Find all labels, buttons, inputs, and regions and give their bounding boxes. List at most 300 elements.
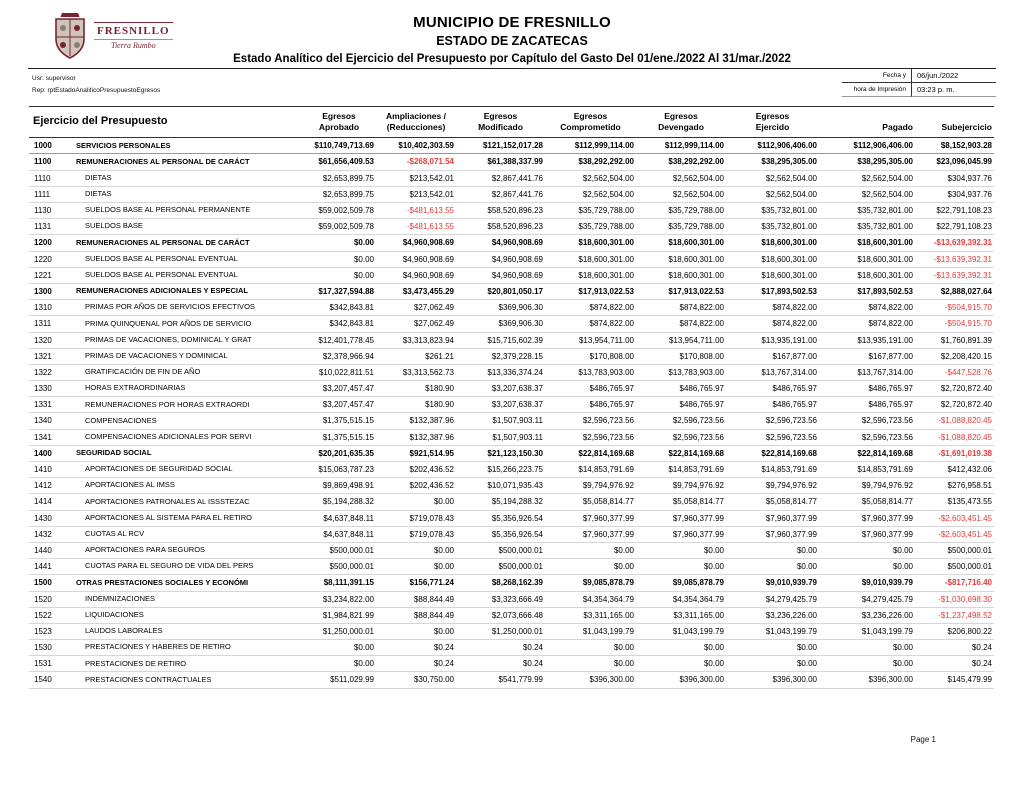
row-value: $35,732,801.00 (726, 219, 819, 235)
row-value: $0.00 (726, 656, 819, 672)
row-value: $2,562,504.00 (819, 170, 915, 186)
row-value: $13,954,711.00 (545, 332, 636, 348)
row-name: SERVICIOS PERSONALES (74, 138, 302, 154)
row-value: $8,268,162.39 (456, 575, 545, 591)
row-code: 1523 (29, 623, 74, 639)
row-value: $4,960,908.69 (376, 251, 456, 267)
row-value: $0.00 (545, 640, 636, 656)
row-value: $2,562,504.00 (545, 186, 636, 202)
row-value: $9,794,976.92 (636, 478, 726, 494)
row-value: $18,600,301.00 (726, 267, 819, 283)
row-value: $27,062.49 (376, 300, 456, 316)
row-value: $369,906.30 (456, 300, 545, 316)
row-value: $14,853,791.69 (819, 462, 915, 478)
row-value: $500,000.01 (915, 542, 994, 558)
row-value: $1,043,199.79 (636, 623, 726, 639)
table-row (29, 203, 994, 219)
row-code: 1131 (29, 219, 74, 235)
row-value: $18,600,301.00 (819, 235, 915, 251)
row-name: PRIMA QUINQUENAL POR AÑOS DE SERVICIO (74, 316, 302, 332)
row-value: $9,869,498.91 (302, 478, 376, 494)
row-value: $14,853,791.69 (726, 462, 819, 478)
row-value: $541,779.99 (456, 672, 545, 688)
row-value: $874,822.00 (819, 300, 915, 316)
row-value: $7,960,377.99 (819, 526, 915, 542)
row-name: APORTACIONES PARA SEGUROS (74, 542, 302, 558)
row-value: $3,207,638.37 (456, 381, 545, 397)
row-value: $10,022,811.51 (302, 364, 376, 380)
row-value: $486,765.97 (726, 397, 819, 413)
row-value: $500,000.01 (302, 559, 376, 575)
row-value: $35,732,801.00 (726, 203, 819, 219)
table-row (29, 397, 994, 413)
row-name: LIQUIDACIONES (74, 607, 302, 623)
row-value: $0.24 (376, 640, 456, 656)
row-value: $4,637,848.11 (302, 510, 376, 526)
run-meta (32, 73, 160, 98)
report-title: Estado Analítico del Ejercicio del Presupuesto por Capítulo del Gasto Del 01/ene./2022 Al 31/mar./2022 (233, 53, 791, 65)
row-value: $4,279,425.79 (726, 591, 819, 607)
row-value: $22,814,169.68 (819, 445, 915, 461)
row-value: $5,058,814.77 (636, 494, 726, 510)
row-value: $511,029.99 (302, 672, 376, 688)
row-code: 1414 (29, 494, 74, 510)
row-code: 1310 (29, 300, 74, 316)
row-value: $0.00 (726, 559, 819, 575)
row-value: $23,096,045.99 (915, 154, 994, 170)
row-value: $276,958.51 (915, 478, 994, 494)
row-value: $38,295,305.00 (726, 154, 819, 170)
row-value: $874,822.00 (636, 300, 726, 316)
row-value: $1,375,515.15 (302, 429, 376, 445)
row-code: 1100 (29, 154, 74, 170)
row-value: $18,600,301.00 (726, 251, 819, 267)
row-value: $18,600,301.00 (819, 251, 915, 267)
row-value: $112,906,406.00 (726, 138, 819, 154)
row-code: 1412 (29, 478, 74, 494)
row-value: -$1,088,820.45 (915, 429, 994, 445)
row-value: $0.24 (456, 640, 545, 656)
row-value: -$481,613.55 (376, 203, 456, 219)
page-number: Page 1 (910, 735, 936, 744)
row-value: $2,073,666.48 (456, 607, 545, 623)
row-name: GRATIFICACIÓN DE FIN DE AÑO (74, 364, 302, 380)
row-name: HORAS EXTRAORDINARIAS (74, 381, 302, 397)
row-value: $5,058,814.77 (545, 494, 636, 510)
table-row (29, 607, 994, 623)
row-code: 1322 (29, 364, 74, 380)
row-value: $874,822.00 (726, 316, 819, 332)
row-value: $17,893,502.53 (726, 283, 819, 299)
row-value: -$481,613.55 (376, 219, 456, 235)
row-code: 1530 (29, 640, 74, 656)
row-value: $486,765.97 (636, 397, 726, 413)
row-value: $14,853,791.69 (636, 462, 726, 478)
row-value: $30,750.00 (376, 672, 456, 688)
table-row (29, 510, 994, 526)
report-header (0, 14, 1024, 65)
row-value: $22,814,169.68 (545, 445, 636, 461)
row-name: PRESTACIONES Y HABERES DE RETIRO (74, 640, 302, 656)
row-value: $3,311,165.00 (636, 607, 726, 623)
row-value: $213,542.01 (376, 170, 456, 186)
row-value: $8,152,903.28 (915, 138, 994, 154)
row-value: $2,596,723.56 (726, 413, 819, 429)
row-value: $18,600,301.00 (545, 267, 636, 283)
row-code: 1300 (29, 283, 74, 299)
table-row (29, 267, 994, 283)
row-value: $13,767,314.00 (819, 364, 915, 380)
row-value: $170,808.00 (636, 348, 726, 364)
row-value: $0.00 (636, 559, 726, 575)
row-value: $180.90 (376, 381, 456, 397)
row-value: $0.00 (376, 623, 456, 639)
row-value: $2,720,872.40 (915, 381, 994, 397)
table-row (29, 413, 994, 429)
table-row (29, 381, 994, 397)
row-name: APORTACIONES AL IMSS (74, 478, 302, 494)
row-value: $13,935,191.00 (726, 332, 819, 348)
row-value: $61,656,409.53 (302, 154, 376, 170)
row-value: $0.00 (545, 656, 636, 672)
row-value: $2,562,504.00 (819, 186, 915, 202)
row-name: PRESTACIONES CONTRACTUALES (74, 672, 302, 688)
row-value: $3,311,165.00 (545, 607, 636, 623)
row-value: $3,313,823.94 (376, 332, 456, 348)
row-value: $5,194,288.32 (302, 494, 376, 510)
table-row (29, 235, 994, 251)
row-value: $500,000.01 (302, 542, 376, 558)
row-value: $4,960,908.69 (456, 235, 545, 251)
row-value: $500,000.01 (456, 559, 545, 575)
row-value: $3,313,562.73 (376, 364, 456, 380)
row-value: $4,960,908.69 (376, 267, 456, 283)
row-value: $1,250,000.01 (456, 623, 545, 639)
row-value: $121,152,017.28 (456, 138, 545, 154)
row-value: $2,562,504.00 (636, 170, 726, 186)
row-value: $2,653,899.75 (302, 170, 376, 186)
row-value: $4,354,364.79 (636, 591, 726, 607)
table-row (29, 591, 994, 607)
row-value: $112,906,406.00 (819, 138, 915, 154)
row-value: $3,236,226.00 (726, 607, 819, 623)
row-code: 1311 (29, 316, 74, 332)
row-value: $3,234,822.00 (302, 591, 376, 607)
row-code: 1130 (29, 203, 74, 219)
row-name: SUELDOS BASE (74, 219, 302, 235)
logo-name: FRESNILLO (94, 22, 173, 40)
row-value: $18,600,301.00 (726, 235, 819, 251)
row-value: $2,596,723.56 (819, 429, 915, 445)
row-value: $1,250,000.01 (302, 623, 376, 639)
row-value: $38,292,292.00 (545, 154, 636, 170)
table-row (29, 170, 994, 186)
row-code: 1410 (29, 462, 74, 478)
row-value: $35,732,801.00 (819, 203, 915, 219)
row-value: $145,479.99 (915, 672, 994, 688)
row-value: $0.00 (545, 542, 636, 558)
table-row (29, 672, 994, 688)
row-value: $22,791,108.23 (915, 219, 994, 235)
row-code: 1440 (29, 542, 74, 558)
row-value: $4,279,425.79 (819, 591, 915, 607)
row-value: $0.00 (376, 494, 456, 510)
row-value: $5,058,814.77 (726, 494, 819, 510)
row-value: $304,937.76 (915, 170, 994, 186)
row-value: $35,732,801.00 (819, 219, 915, 235)
row-value: $0.00 (819, 640, 915, 656)
row-value: $0.00 (545, 559, 636, 575)
row-value: $0.24 (376, 656, 456, 672)
print-meta (842, 69, 996, 97)
row-value: $4,354,364.79 (545, 591, 636, 607)
table-row (29, 138, 994, 154)
table-row (29, 364, 994, 380)
row-value: $180.90 (376, 397, 456, 413)
row-name: COMPENSACIONES (74, 413, 302, 429)
column-header: Ampliaciones / (Reducciones) (376, 107, 456, 138)
row-value: $156,771.24 (376, 575, 456, 591)
row-value: $20,201,635.35 (302, 445, 376, 461)
row-value: $13,783,903.00 (545, 364, 636, 380)
row-value: $110,749,713.69 (302, 138, 376, 154)
row-value: $0.00 (302, 251, 376, 267)
table-row (29, 623, 994, 639)
row-value: $486,765.97 (545, 381, 636, 397)
row-value: $3,236,226.00 (819, 607, 915, 623)
row-value: $167,877.00 (726, 348, 819, 364)
row-value: $3,207,638.37 (456, 397, 545, 413)
row-code: 1441 (29, 559, 74, 575)
row-value: $1,043,199.79 (726, 623, 819, 639)
row-value: $1,760,891.39 (915, 332, 994, 348)
row-value: $15,266,223.75 (456, 462, 545, 478)
row-value: $2,720,872.40 (915, 397, 994, 413)
row-code: 1221 (29, 267, 74, 283)
row-code: 1110 (29, 170, 74, 186)
row-value: $27,062.49 (376, 316, 456, 332)
row-value: $59,002,509.78 (302, 219, 376, 235)
row-value: $18,600,301.00 (819, 267, 915, 283)
row-code: 1430 (29, 510, 74, 526)
row-value: -$2,603,451.45 (915, 526, 994, 542)
row-value: $18,600,301.00 (545, 251, 636, 267)
row-value: $17,893,502.53 (819, 283, 915, 299)
row-value: $719,078.43 (376, 526, 456, 542)
column-header: Egresos Ejercido (726, 107, 819, 138)
row-value: $2,596,723.56 (636, 429, 726, 445)
row-value: $7,960,377.99 (636, 510, 726, 526)
row-code: 1500 (29, 575, 74, 591)
row-value: $18,600,301.00 (636, 235, 726, 251)
row-code: 1320 (29, 332, 74, 348)
row-value: $170,808.00 (545, 348, 636, 364)
row-value: $9,085,878.79 (545, 575, 636, 591)
row-value: $2,378,966.94 (302, 348, 376, 364)
row-value: $0.00 (302, 235, 376, 251)
row-value: -$447,528.76 (915, 364, 994, 380)
table-row (29, 219, 994, 235)
print-time-value: 03:23 p. m. (912, 83, 996, 97)
row-value: $167,877.00 (819, 348, 915, 364)
row-value: $0.00 (302, 640, 376, 656)
row-name: REMUNERACIONES POR HORAS EXTRAORDI (74, 397, 302, 413)
row-value: $8,111,391.15 (302, 575, 376, 591)
print-date-value: 06/jun./2022 (912, 69, 996, 83)
row-value: $500,000.01 (456, 542, 545, 558)
row-value: $4,960,908.69 (456, 251, 545, 267)
table-row (29, 429, 994, 445)
column-header: Egresos Aprobado (302, 107, 376, 138)
row-code: 1000 (29, 138, 74, 154)
row-value: $22,814,169.68 (636, 445, 726, 461)
row-value: $2,562,504.00 (726, 170, 819, 186)
row-value: $0.24 (915, 656, 994, 672)
row-value: $486,765.97 (819, 397, 915, 413)
row-value: $2,596,723.56 (636, 413, 726, 429)
row-value: $4,637,848.11 (302, 526, 376, 542)
row-value: $1,507,903.11 (456, 413, 545, 429)
row-name: SUELDOS BASE AL PERSONAL EVENTUAL (74, 267, 302, 283)
row-value: $5,058,814.77 (819, 494, 915, 510)
row-value: $0.24 (456, 656, 545, 672)
row-value: $0.00 (376, 542, 456, 558)
row-value: $13,336,374.24 (456, 364, 545, 380)
row-name: DIETAS (74, 186, 302, 202)
row-code: 1341 (29, 429, 74, 445)
row-name: APORTACIONES PATRONALES AL ISSSTEZAC (74, 494, 302, 510)
table-row (29, 348, 994, 364)
row-value: $13,935,191.00 (819, 332, 915, 348)
row-name: INDEMNIZACIONES (74, 591, 302, 607)
row-value: $874,822.00 (636, 316, 726, 332)
row-name: SEGURIDAD SOCIAL (74, 445, 302, 461)
row-value: $0.00 (726, 542, 819, 558)
column-header: Egresos Comprometido (545, 107, 636, 138)
row-value: $0.00 (376, 559, 456, 575)
row-value: $4,960,908.69 (456, 267, 545, 283)
column-header: Subejercicio (915, 107, 994, 138)
row-value: $486,765.97 (636, 381, 726, 397)
row-code: 1531 (29, 656, 74, 672)
row-name: DIETAS (74, 170, 302, 186)
row-value: $35,729,788.00 (636, 203, 726, 219)
row-value: $17,913,022.53 (636, 283, 726, 299)
row-value: $21,123,150.30 (456, 445, 545, 461)
row-code: 1111 (29, 186, 74, 202)
row-name: REMUNERACIONES ADICIONALES Y ESPECIAL (74, 283, 302, 299)
print-time-label: hora de Impresión (842, 83, 912, 97)
row-value: $0.00 (302, 267, 376, 283)
row-value: $486,765.97 (545, 397, 636, 413)
table-row (29, 494, 994, 510)
row-value: $7,960,377.99 (726, 510, 819, 526)
row-code: 1340 (29, 413, 74, 429)
row-value: $2,596,723.56 (545, 413, 636, 429)
row-value: $0.24 (915, 640, 994, 656)
row-value: -$13,639,392.31 (915, 267, 994, 283)
row-value: $7,960,377.99 (726, 526, 819, 542)
row-value: $0.00 (636, 640, 726, 656)
row-code: 1432 (29, 526, 74, 542)
row-value: $486,765.97 (726, 381, 819, 397)
report-id-label: Rep: rptEstadoAnaliticoPresupuestoEgresos (32, 87, 161, 95)
row-value: $38,295,305.00 (819, 154, 915, 170)
row-value: $500,000.01 (915, 559, 994, 575)
row-value: $17,913,022.53 (545, 283, 636, 299)
row-value: $35,729,788.00 (545, 219, 636, 235)
row-value: $35,729,788.00 (636, 219, 726, 235)
row-value: $874,822.00 (819, 316, 915, 332)
row-value: $5,194,288.32 (456, 494, 545, 510)
row-value: $396,300.00 (819, 672, 915, 688)
row-name: PRIMAS DE VACACIONES Y DOMINICAL (74, 348, 302, 364)
row-value: -$13,639,392.31 (915, 251, 994, 267)
row-name: OTRAS PRESTACIONES SOCIALES Y ECONÓMI (74, 575, 302, 591)
row-value: $0.00 (636, 542, 726, 558)
row-value: $874,822.00 (545, 300, 636, 316)
table-row (29, 656, 994, 672)
row-value: -$1,030,698.30 (915, 591, 994, 607)
row-value: $9,794,976.92 (726, 478, 819, 494)
row-value: $12,401,778.45 (302, 332, 376, 348)
row-value: -$504,915.70 (915, 316, 994, 332)
row-value: $18,600,301.00 (545, 235, 636, 251)
row-value: $20,801,050.17 (456, 283, 545, 299)
row-name: PRIMAS DE VACACIONES, DOMINICAL Y GRAT (74, 332, 302, 348)
table-row (29, 478, 994, 494)
row-value: $15,063,787.23 (302, 462, 376, 478)
row-value: $1,043,199.79 (819, 623, 915, 639)
row-name: SUELDOS BASE AL PERSONAL PERMANENTE (74, 203, 302, 219)
row-value: $1,375,515.15 (302, 413, 376, 429)
row-value: $10,071,935.43 (456, 478, 545, 494)
table-row (29, 283, 994, 299)
row-code: 1321 (29, 348, 74, 364)
table-row (29, 154, 994, 170)
table-row (29, 300, 994, 316)
row-value: $396,300.00 (636, 672, 726, 688)
row-value: $2,562,504.00 (636, 186, 726, 202)
row-value: $2,596,723.56 (819, 413, 915, 429)
row-value: $10,402,303.59 (376, 138, 456, 154)
row-code: 1522 (29, 607, 74, 623)
row-name: CUOTAS PARA EL SEGURO DE VIDA DEL PERS (74, 559, 302, 575)
table-row (29, 575, 994, 591)
row-name: REMUNERACIONES AL PERSONAL DE CARÁCT (74, 154, 302, 170)
row-code: 1330 (29, 381, 74, 397)
row-value: $22,791,108.23 (915, 203, 994, 219)
row-value: $22,814,169.68 (726, 445, 819, 461)
row-value: $112,999,114.00 (545, 138, 636, 154)
row-value: $396,300.00 (545, 672, 636, 688)
row-value: $3,323,666.49 (456, 591, 545, 607)
state-subtitle: ESTADO DE ZACATECAS (436, 34, 588, 48)
row-value: $2,867,441.76 (456, 170, 545, 186)
row-value: $874,822.00 (726, 300, 819, 316)
row-value: $0.00 (819, 542, 915, 558)
row-value: $202,436.52 (376, 462, 456, 478)
row-value: $7,960,377.99 (545, 510, 636, 526)
row-value: -$817,716.40 (915, 575, 994, 591)
row-value: $61,388,337.99 (456, 154, 545, 170)
user-label: Usr: supervisor (32, 75, 76, 82)
row-name: PRESTACIONES DE RETIRO (74, 656, 302, 672)
row-value: -$1,691,019.38 (915, 445, 994, 461)
row-value: -$13,639,392.31 (915, 235, 994, 251)
row-value: $2,596,723.56 (726, 429, 819, 445)
row-value: $2,208,420.15 (915, 348, 994, 364)
